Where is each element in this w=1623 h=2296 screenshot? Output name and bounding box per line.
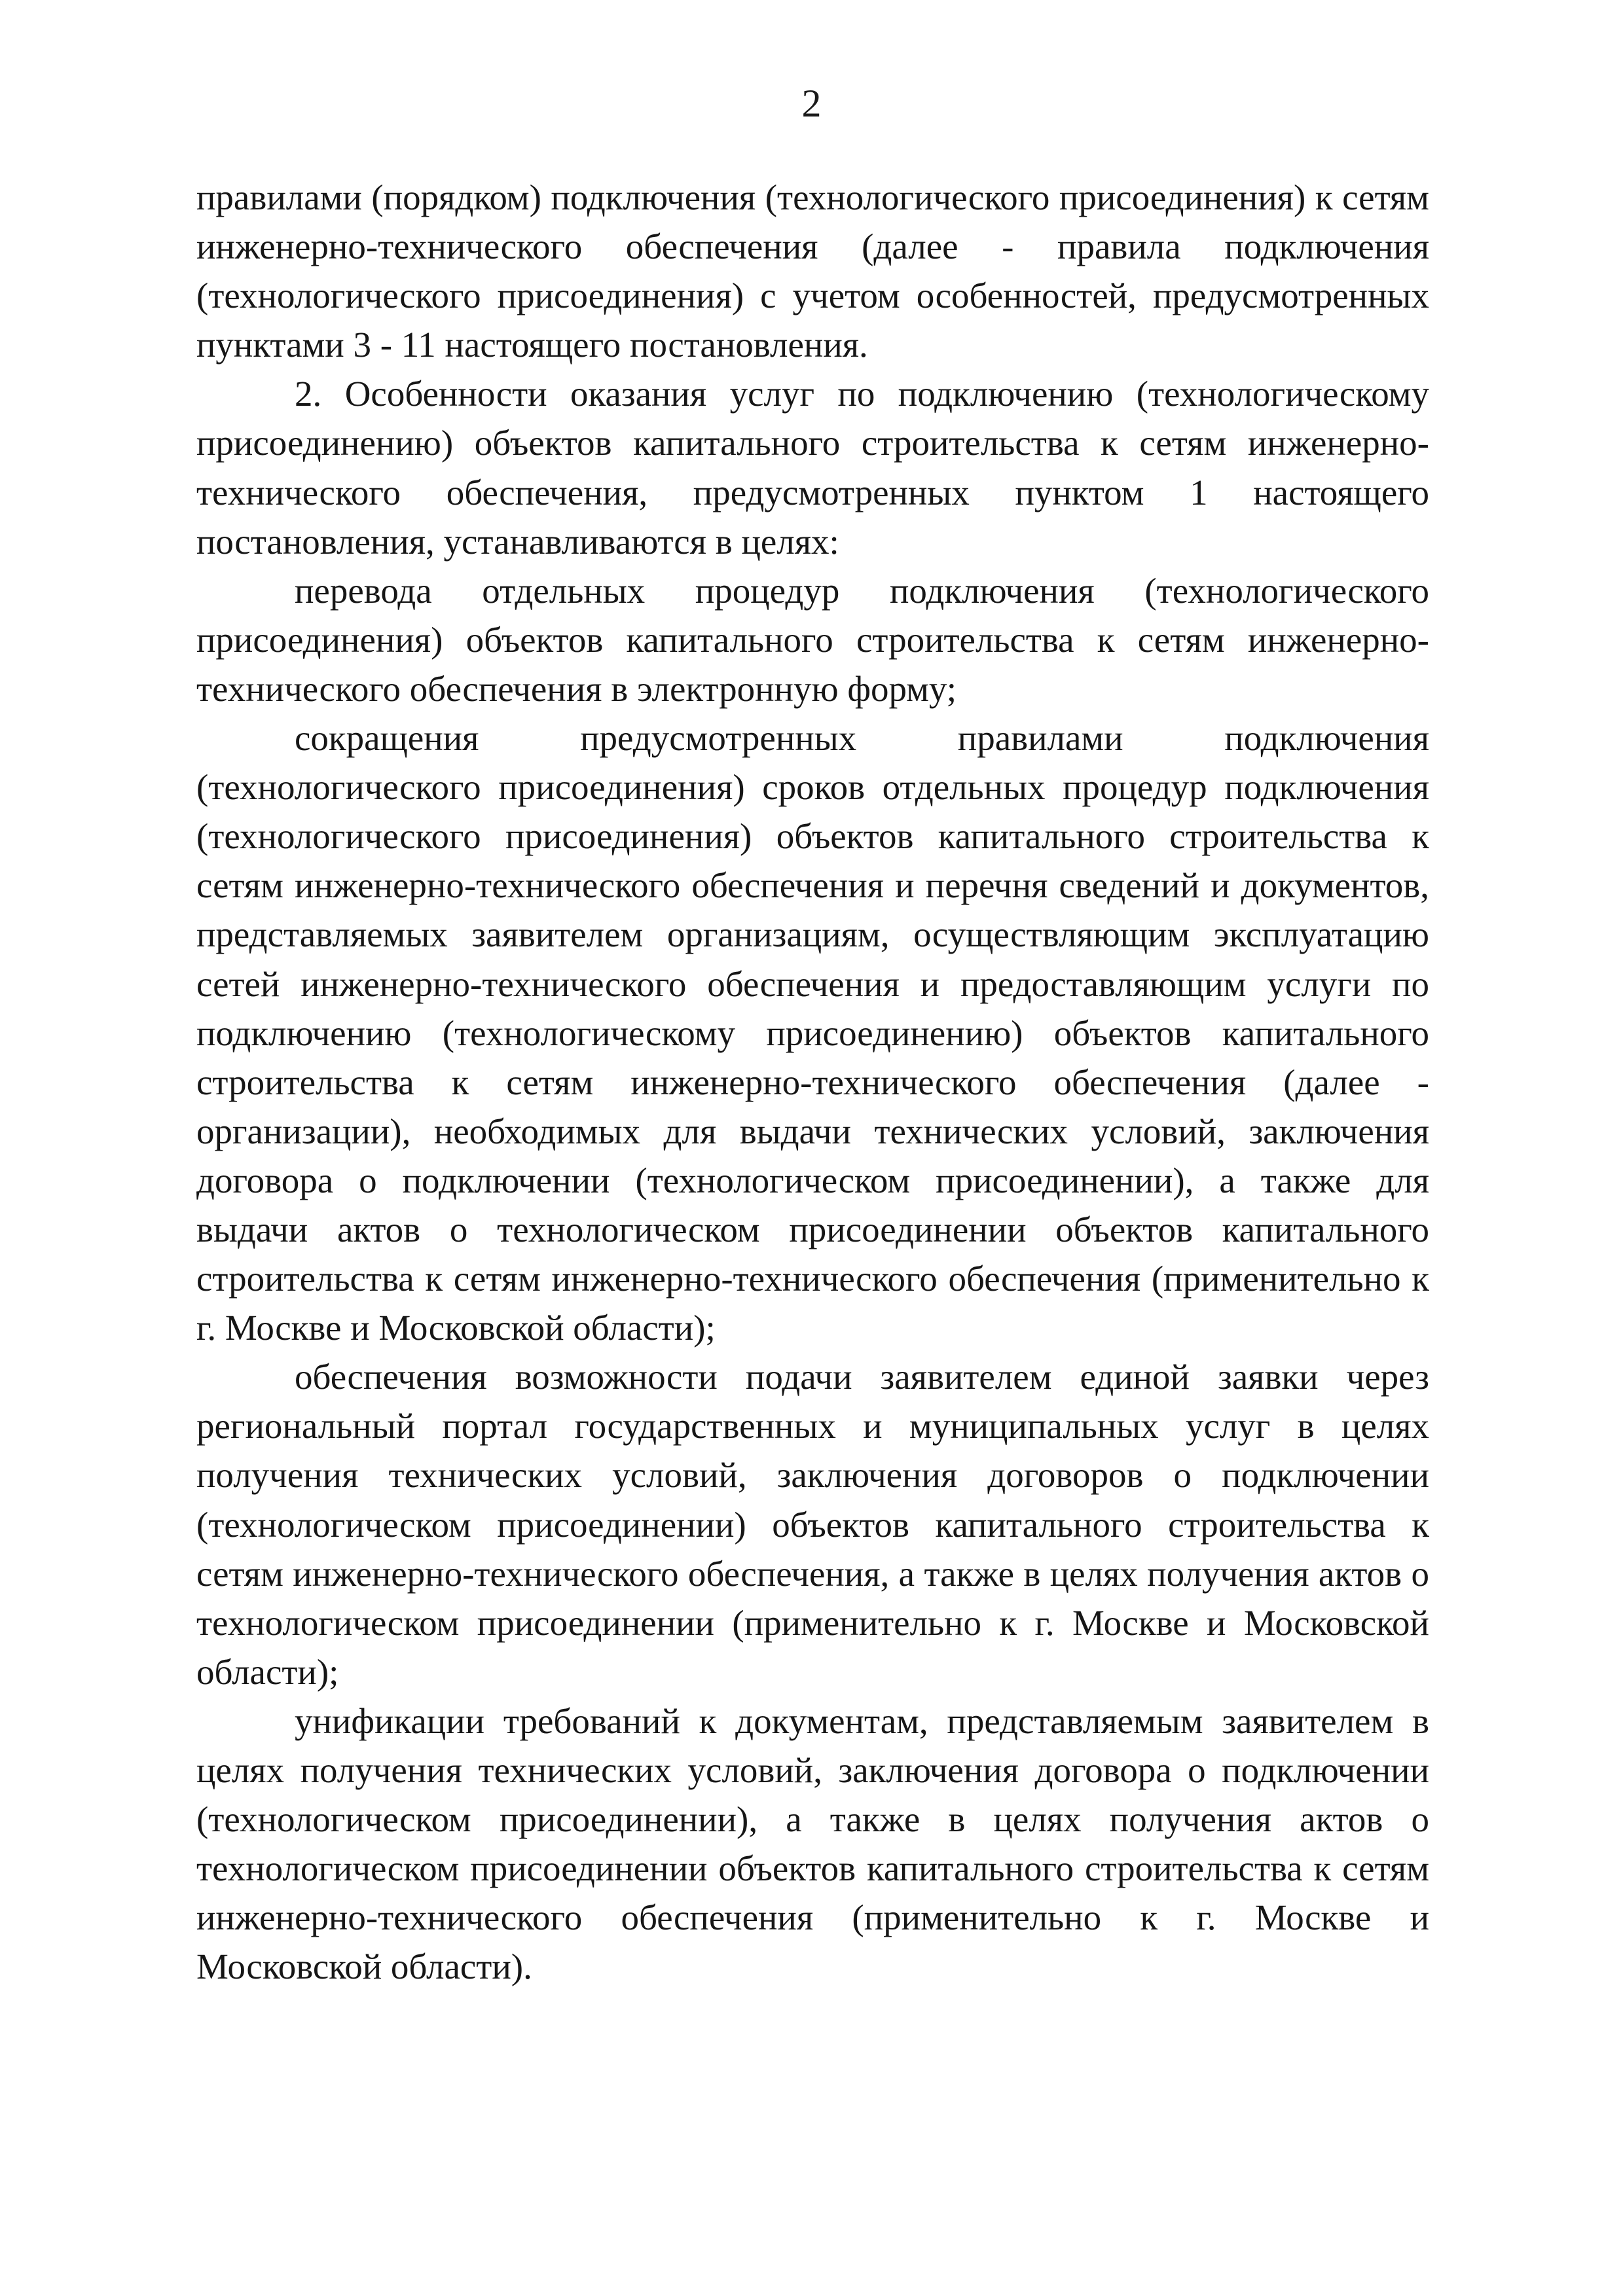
- paragraph-goal-reduce-terms: сокращения предусмотренных правилами подключения (технологического присоединения) сроков отдельных процедур подключения (технологического присоединения) объектов капитального строительства к сетям инженерно-технического обеспечения и перечня сведений и документов, представляемых заявителем организациям, осуществляющим эксплуатацию сетей инженерно-технического обеспечения и предоставляющим услуги по подключению (технологическому присоединению) объектов капитального строительства к сетям инженерно-технического обеспечения (далее - организации), необходимых для выдачи технических условий, заключения договора о подключении (технологическом присоединении), а также для выдачи актов о технологическом присоединении объектов капитального строительства к сетям инженерно-технического обеспечения (применительно к г. Москве и Московской области);: [196, 718, 1429, 1348]
- page-number: 2: [801, 82, 822, 125]
- paragraph-goal-electronic-form: перевода отдельных процедур подключения (технологического присоединения) объектов капитального строительства к сетям инженерно-технического обеспечения в электронную форму;: [196, 570, 1429, 709]
- document-body: [196, 173, 1429, 1991]
- paragraph-goal-unification: унификации требований к документам, представляемым заявителем в целях получения технических условий, заключения договора о подключении (технологическом присоединении), а также в целях получения актов о технологическом присоединении объектов капитального строительства к сетям инженерно-технического обеспечения (применительно к г. Москве и Московской области).: [196, 1700, 1429, 1987]
- paragraph-continuation: правилами (порядком) подключения (технологического присоединения) к сетям инженерно-технического обеспечения (далее - правила подключения (технологического присоединения) с учетом особенностей, предусмотренных пунктами 3 - 11 настоящего постановления.: [196, 177, 1429, 365]
- paragraph-goal-single-application: обеспечения возможности подачи заявителем единой заявки через региональный портал государственных и муниципальных услуг в целях получения технических условий, заключения договоров о подключении (технологическом присоединении) объектов капитального строительства к сетям инженерно-технического обеспечения, а также в целях получения актов о технологическом присоединении (применительно к г. Москве и Московской области);: [196, 1357, 1429, 1692]
- paragraph-item-2: 2. Особенности оказания услуг по подключению (технологическому присоединению) объектов капитального строительства к сетям инженерно-технического обеспечения, предусмотренных пунктом 1 настоящего постановления, устанавливаются в целях:: [196, 374, 1429, 562]
